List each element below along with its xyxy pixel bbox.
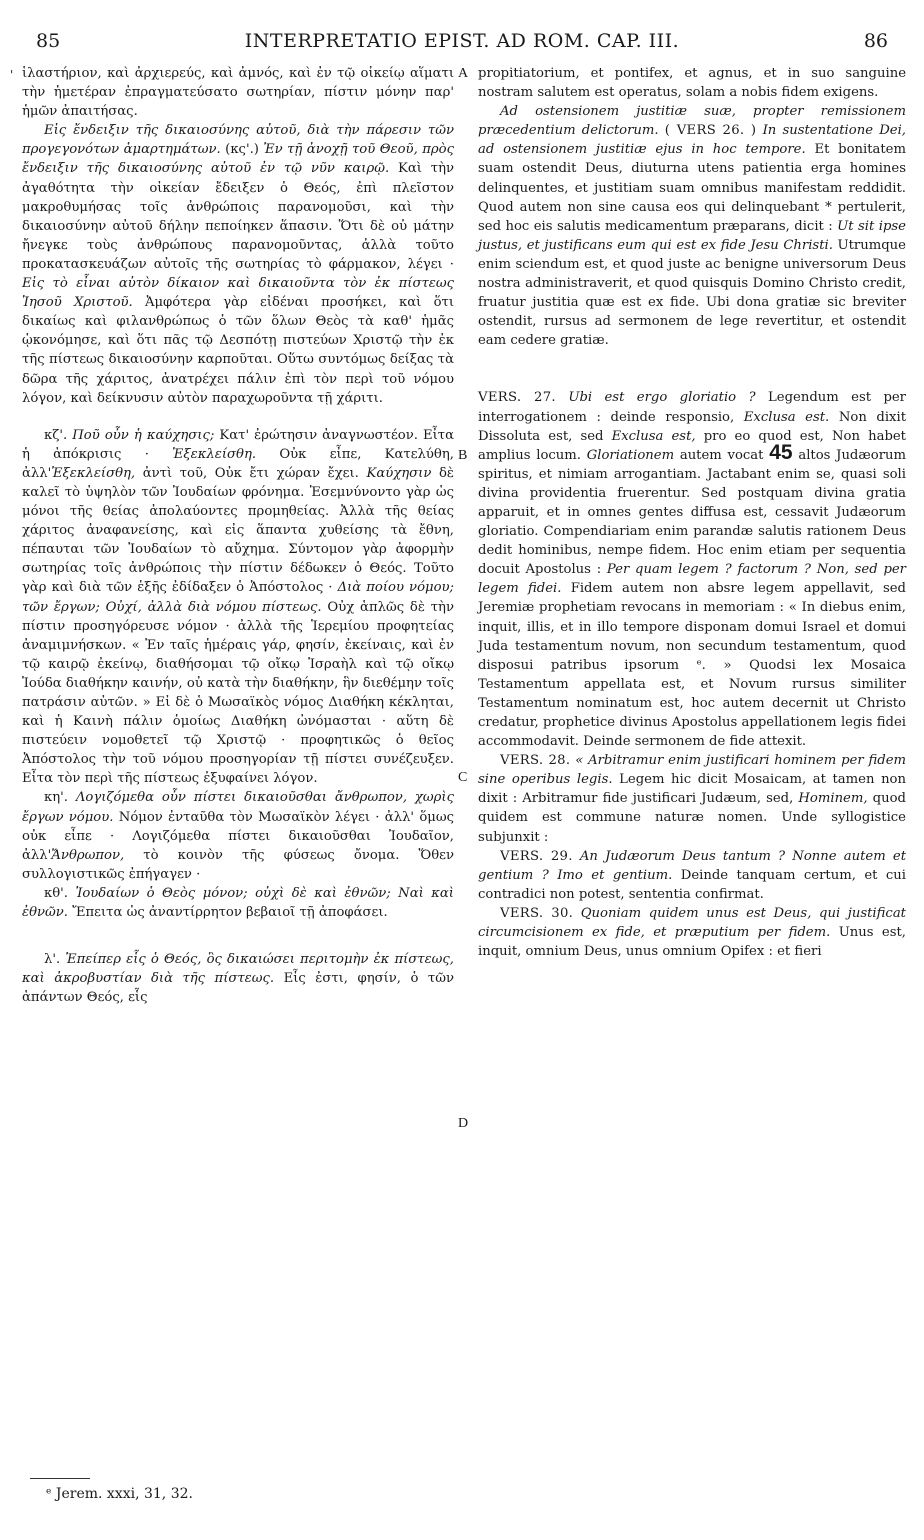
footnote-rule [30,1478,90,1479]
margin-letter-c: C [458,770,468,785]
margin-letter-b: B [458,448,468,463]
latin-paragraph-4: VERS. 28. « Arbitramur enim justificari hominem per fidem sine operibus legis. Legem hic dicit Mosaicam, at tamen non dixit : Arbitramur fide justificari Judæum, sed, Hominem, quod quidem est commune naturæ nomen. Unde syllogistice subjunxit : [478,753,907,845]
margin-tick: ' [10,68,14,82]
greek-column [22,64,454,1007]
page-number-right: 86 [863,30,888,52]
greek-paragraph-6: λ'. Ἐπείπερ εἷς ὁ Θεός, ὃς δικαιώσει περιτομὴν ἐκ πίστεως, καὶ ἀκροβυστίαν διὰ τῆς πίστεως. Εἷς ἐστι, φησίν, ὁ τῶν ἁπάντων Θεός, εἷς [22,952,454,1006]
greek-paragraph-3: κζ'. Ποῦ οὖν ἡ καύχησις; Κατ' ἐρώτησιν ἀναγνωστέον. Εἶτα ἡ ἀπόκρισις · Ἐξεκλείσθη. Οὐκ εἶπε, Κατελύθη, ἀλλ'Ἐξεκλείσθη, ἀντὶ τοῦ, Οὐκ ἔτι χώραν ἔχει. Καύχησιν δὲ καλεῖ τὸ ὑψηλὸν τῶν Ἰουδαίων φρόνημα. Ἐσεμνύνοντο γὰρ ὡς μόνοι τῆς θείας ἀπολαύοντες προμηθείας. Ἀλλὰ τῆς θείας χάριτος ἀναφανείσης, καὶ εἰς ἅπαντα χυθείσης τὰ ἔθνη, πέπαυται τῶν Ἰουδαίων τὸ αὔχημα. Σύντομον γὰρ ἀφορμὴν σωτηρίας τοῖς ἀνθρώποις τὴν πίστιν δέδωκεν ὁ Θεός. Τοῦτο γὰρ καὶ διὰ τῶν ἑξῆς ἐδίδαξεν ὁ Ἀπόστολος · Διὰ ποίου νόμου; τῶν ἔργων; Οὐχί, ἀλλὰ διὰ νόμου πίστεως. Οὐχ ἁπλῶς δὲ τὴν πίστιν προσηγόρευσε νόμον · ἀλλὰ τῆς Ἱερεμίου προφητείας ἀναμιμνήσκων. « Ἐν ταῖς ἡμέραις γάρ, φησίν, ἐκείναις, καὶ ἐν τῷ καιρῷ ἐκείνῳ, διαθήσομαι τῷ οἴκῳ Ἰσραὴλ καὶ τῷ οἴκῳ Ἰούδα διαθήκην καινήν, οὐ κατὰ τὴν διαθήκην, ἣν διεθέμην τοῖς πατράσιν αὐτῶν. » Εἰ δὲ ὁ Μωσαϊκὸς νόμος Διαθήκη κέκληται, καὶ ἡ Καινὴ πάλιν ὁμοίως Διαθήκη ὠνόμασται · αὕτη δὲ πιστεύειν νομοθετεῖ τῷ Χριστῷ · προφητικῶς ὁ θεῖος Ἀπόστολος τὴν τοῦ νόμου προσηγορίαν τῇ πίστει συνέζευξεν. Εἶτα τὸν περὶ τῆς πίστεως ἐξυφαίνει λόγον. [22,427,455,787]
latin-paragraph-6: VERS. 30. Quoniam quidem unus est Deus, qui justificat circumcisionem ex fide, et præputium per fidem. Unus est, inquit, omnium Deus, unus omnium Opifex : et fieri [478,905,906,960]
running-title: INTERPRETATIO EPIST. AD ROM. CAP. III. [244,30,680,52]
greek-paragraph-2: Εἰς ἔνδειξιν τῆς δικαιοσύνης αὐτοῦ, διὰ τὴν πάρεσιν τῶν προγεγονότων ἁμαρτημάτων. (κς'.) Ἐν τῇ ἀνοχῇ τοῦ Θεοῦ, πρὸς ἔνδειξιν τῆς δικαιοσύνης αὐτοῦ ἐν τῷ νῦν καιρῷ. Καὶ τὴν ἀγαθότητα τὴν οἰκείαν ἔδειξεν ὁ Θεός, ἐπὶ πλεῖστον μακροθυμήσας τοῖς ἀνθρώποις παρανομοῦσι, καὶ τὴν δικαιοσύνην αὐτοῦ δήλην πεποίηκεν ἅπασιν. Ὅτι δὲ οὐ μάτην ἤνεγκε τοὺς ἀνθρώπους παρανομοῦντας, ἀλλὰ τοῦτο προκατασκευάζων αὐτοῖς τῆς σωτηρίας τὸ φάρμακον, λέγει · Εἰς τὸ εἶναι αὐτὸν δίκαιον καὶ δικαιοῦντα τὸν ἐκ πίστεως Ἰησοῦ Χριστοῦ. Ἀμφότερα γὰρ εἰδέναι προσήκει, καὶ ὅτι δικαίως καὶ φιλανθρώπως ὁ τῶν ὅλων Θεὸς τὰ καθ' ἡμᾶς ᾠκονόμησε, καὶ ὅτι πᾶς τῷ Δεσπότῃ πιστεύων Χριστῷ τὴν ἐκ τῆς πίστεως δικαιοσύνην καρποῦται. Οὕτω συντόμως δείξας τὰ δῶρα τῆς χάριτος, ἀνατρέχει πάλιν ἐπὶ τὸν περὶ τοῦ νόμου λόγον, καὶ δείκνυσιν αὐτὸν παραχωροῦντα τῇ χάριτι. [22,123,454,406]
margin-letter-d: D [458,1116,469,1131]
latin-column [478,64,906,961]
margin-letter-a: A [458,66,469,81]
greek-paragraph-1: ἱλαστήριον, καὶ ἀρχιερεύς, καὶ ἀμνός, καὶ ἐν τῷ οἰκείῳ αἵματι τὴν ἡμετέραν ἐπραγματεύσατο σωτηρίαν, πίστιν μόνην παρ' ἡμῶν ἀπαιτήσας. [22,66,454,120]
greek-paragraph-4: κη'. Λογιζόμεθα οὖν πίστει δικαιοῦσθαι ἄνθρωπον, χωρὶς ἔργων νόμου. Νόμον ἐνταῦθα τὸν Μωσαϊκὸν λέγει · ἀλλ' ὅμως οὐκ εἶπε · Λογιζόμεθα πίστει δικαιοῦσθαι Ἰουδαῖον, ἀλλ'Ἄνθρωπον, τὸ κοινὸν τῆς φύσεως ὄνομα. Ὅθεν συλλογιστικῶς ἐπήγαγεν · [22,790,454,882]
greek-paragraph-5: κθ'. Ἰουδαίων ὁ Θεὸς μόνον; οὐχὶ δὲ καὶ ἐθνῶν; Ναὶ καὶ ἐθνῶν. Ἔπειτα ὡς ἀναντίρρητον βεβαιοῖ τῇ ἀποφάσει. [22,885,454,921]
latin-paragraph-1: propitiatorium, et pontifex, et agnus, et in suo sanguine nostram salutem est operatus, solam a nobis fidem exigens. [478,66,906,101]
page-number-left: 85 [36,30,61,52]
column-number: 45 [769,440,793,464]
latin-paragraph-3: VERS. 27. Ubi est ergo gloriatio ? Legendum est per interrogationem : deinde responsio, Exclusa est. Non dixit Dissoluta est, sed Exclusa est, pro eo quod est, Non habet amplius locum. Gloriationem autem vocat 45 altos Judæorum spiritus, et nimiam arrogantiam. Jactabant enim se, quasi soli divina providentia fruerentur. Sed postquam divina gratia apparuit, et in omnes gentes diffusa est, cessavit Judæorum gloriatio. Compendiariam enim parandæ salutis rationem Deus dedit hominibus, nempe fidem. Hoc enim etiam per sequentia docuit Apostolus : Per quam legem ? factorum ? Non, sed per legem fidei. Fidem autem non absre legem appellavit, sed Jeremiæ prophetiam revocans in memoriam : « In diebus enim, inquit, illis, et in illo tempore disponam domui Israel et domui Juda testamentum novum, non secundum testamentum, quod disposui patribus ipsorum ᵉ. » Quodsi lex Mosaica Testamentum appellata est, et Novum rursus similiter Testamentum nominatum est, hoc autem decernit ut Christo credatur, prophetice divinus Apostolus appellationem legis fidei accommodavit. Deinde sermonem de fide attexit. [478,390,907,750]
running-header [28,30,896,56]
latin-paragraph-2: Ad ostensionem justitiæ suæ, propter remissionem præcedentium delictorum. ( VERS 26. ) In sustentatione Dei, ad ostensionem justitiæ ejus in hoc tempore. Et bonitatem suam ostendit Deus, diuturna utens patientia erga homines delinquentes, et justitiam suam omnibus manifestam reddidit. Quod autem non sine causa eos qui delinquebant * pertulerit, sed hoc eis salutis medicamentum præparans, dicit : Ut sit ipse justus, et justificans eum qui est ex fide Jesu Christi. Utrumque enim sciendum est, et quod juste ac benigne universorum Deus nostra administraverit, et quod quisquis Domino Christo credit, fruatur justitia quæ est ex fide. Ubi dona gratiæ sic breviter ostendit, rursus ad sermonem de lege revertitur, et ostendit eam cedere gratiæ. [478,104,906,349]
footnote: ᵉ Jerem. xxxi, 31, 32. [46,1486,193,1502]
latin-paragraph-5: VERS. 29. An Judæorum Deus tantum ? Nonne autem et gentium ? Imo et gentium. Deinde tanquam certum, et cui contradici non potest, sententia confirmat. [478,848,906,902]
